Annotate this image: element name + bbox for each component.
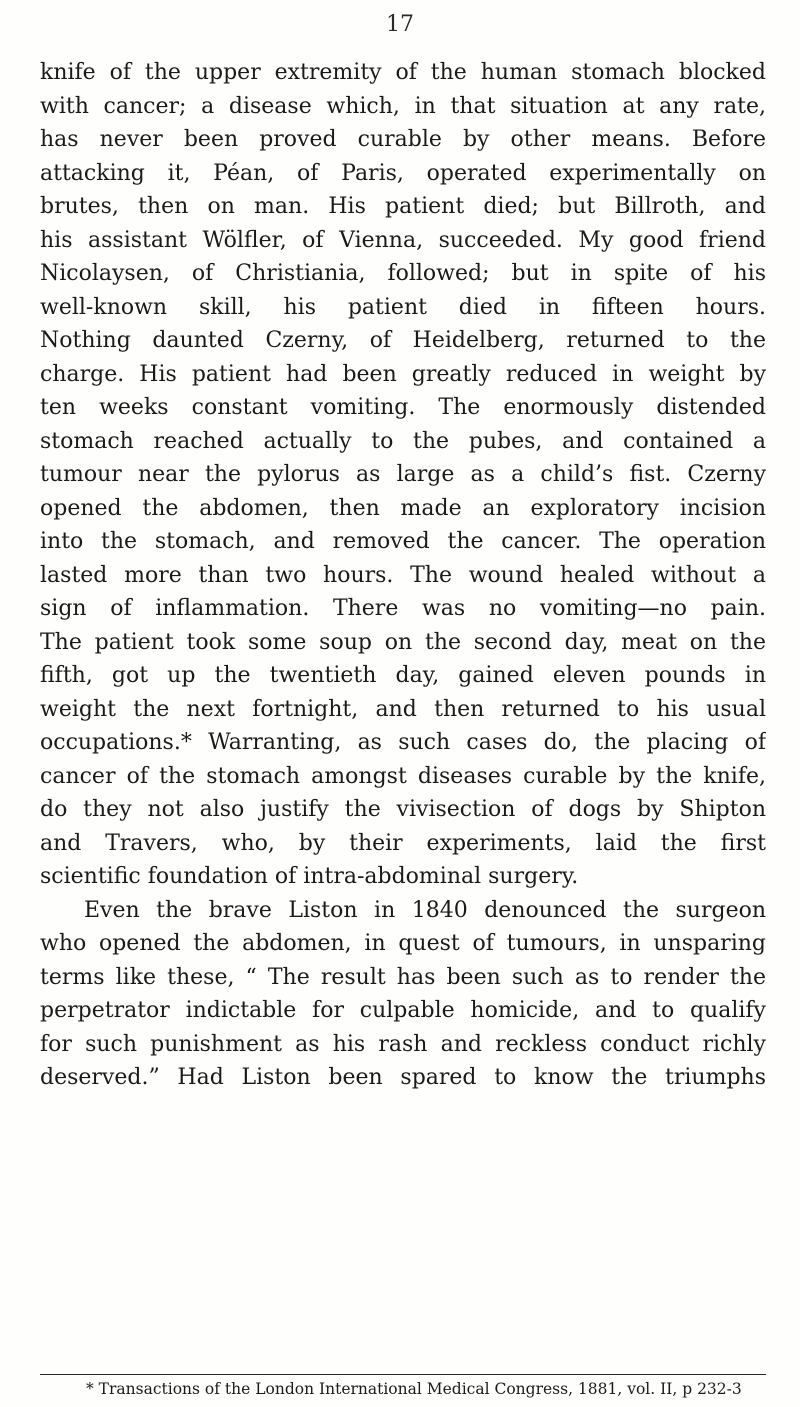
text-line: sign of inflammation. There was no vomiting—no pain. (40, 596, 766, 621)
text-line: for such punishment as his rash and reckless conduct richly (40, 1031, 766, 1057)
text-line: Even the brave Liston in 1840 denounced the surgeon (84, 897, 766, 923)
text-line: his assistant Wölfler, of Vienna, succeeded. My good friend (40, 227, 766, 253)
text-line: scientific foundation of intra-abdominal surgery. (40, 864, 579, 889)
text-line: do they not also justify the vivisection of dogs by Shipton (40, 797, 766, 822)
text-line: with cancer; a disease which, in that situation at any rate, (40, 93, 766, 119)
text-line: The patient took some soup on the second day, meat on the (40, 629, 766, 655)
text-line: into the stomach, and removed the cancer. The operation (40, 529, 766, 554)
text-line: weight the next fortnight, and then returned to his usual (40, 696, 766, 722)
body-text (40, 56, 766, 1095)
text-line: opened the abdomen, then made an exploratory incision (40, 495, 766, 521)
text-line: cancer of the stomach amongst diseases curable by the knife, (40, 763, 766, 789)
text-line: fifth, got up the twentieth day, gained eleven pounds in (40, 663, 766, 688)
text-line: terms like these, “ The result has been such as to render the (40, 964, 766, 990)
text-line: who opened the abdomen, in quest of tumours, in unsparing (40, 931, 766, 956)
text-line: occupations.* Warranting, as such cases do, the placing of (40, 730, 766, 755)
footnote: * Transactions of the London International Medical Congress, 1881, vol. II, p 232-3 (86, 1380, 742, 1398)
text-line: ten weeks constant vomiting. The enormously distended (40, 395, 766, 420)
text-line: brutes, then on man. His patient died; but Billroth, and (40, 194, 766, 219)
text-line: tumour near the pylorus as large as a child’s fist. Czerny (40, 462, 766, 487)
page-number: 17 (386, 12, 414, 37)
text-line: stomach reached actually to the pubes, and contained a (40, 428, 766, 454)
text-line: Nothing daunted Czerny, of Heidelberg, returned to the (40, 328, 766, 353)
text-line: lasted more than two hours. The wound healed without a (40, 562, 766, 588)
text-line: attacking it, Péan, of Paris, operated experimentally on (40, 160, 766, 186)
text-line: charge. His patient had been greatly reduced in weight by (40, 361, 766, 387)
text-line: well-known skill, his patient died in fifteen hours. (40, 294, 766, 320)
text-line: and Travers, who, by their experiments, laid the first (40, 830, 766, 856)
text-line: knife of the upper extremity of the human stomach blocked (40, 60, 766, 85)
text-line: Nicolaysen, of Christiania, followed; but in spite of his (40, 261, 766, 286)
text-line: perpetrator indictable for culpable homicide, and to qualify (40, 998, 766, 1023)
text-line: has never been proved curable by other means. Before (40, 127, 766, 152)
text-line: deserved.” Had Liston been spared to know the triumphs (40, 1065, 766, 1090)
footnote-divider (40, 1374, 766, 1375)
